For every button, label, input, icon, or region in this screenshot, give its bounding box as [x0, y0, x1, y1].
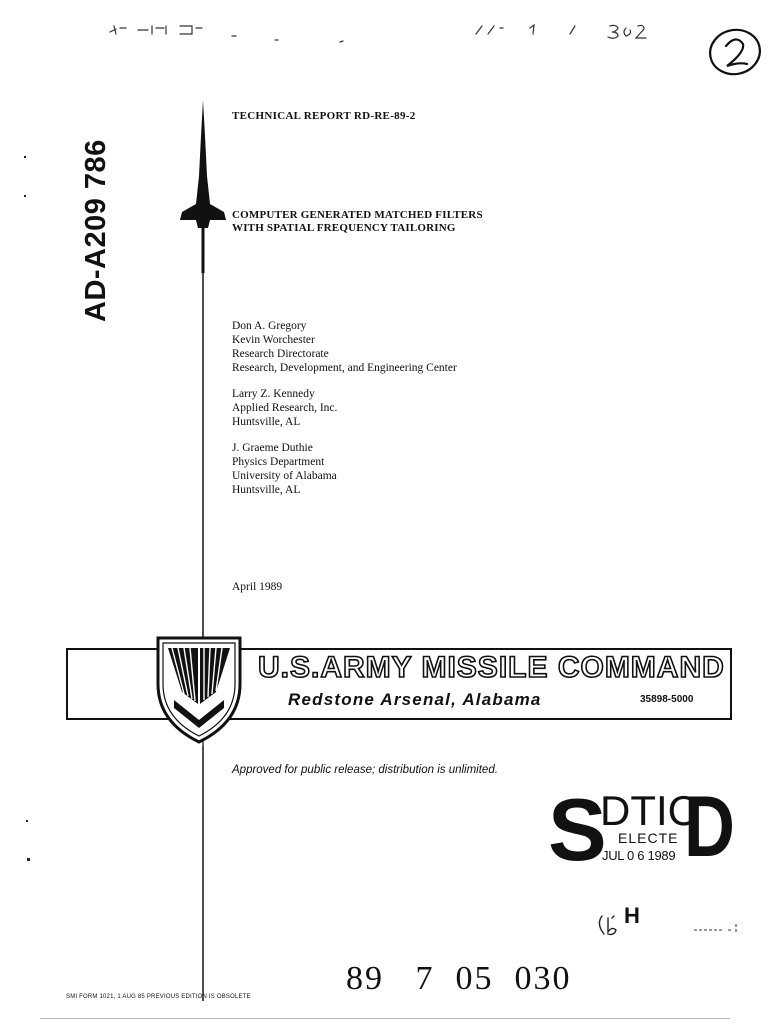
author-line: Huntsville, AL: [232, 416, 301, 428]
author-list: [232, 319, 457, 509]
handwritten-circled-mark: [706, 26, 764, 78]
author-line: Kevin Worchester: [232, 334, 315, 346]
margin-mark: [24, 156, 26, 158]
report-number: TECHNICAL REPORT RD-RE-89-2: [232, 110, 416, 122]
report-date: April 1989: [232, 581, 283, 593]
margin-mark: [26, 820, 28, 822]
dtic-stamp-elected: ELECTE: [618, 830, 679, 846]
author-line: Applied Research, Inc.: [232, 402, 338, 414]
author-block: [232, 387, 457, 429]
title-line: WITH SPATIAL FREQUENCY TAILORING: [232, 222, 456, 234]
top-scribbles: [100, 18, 680, 58]
author-line: Research Directorate: [232, 348, 329, 360]
title-line: COMPUTER GENERATED MATCHED FILTERS: [232, 209, 483, 221]
author-line: University of Alabama: [232, 470, 337, 482]
command-name: U.S.ARMY MISSILE COMMAND: [258, 651, 725, 684]
missile-emblem: [172, 96, 232, 1006]
dtic-stamp-right-letter: D: [684, 779, 735, 875]
author-block: [232, 441, 457, 497]
handwritten-dashes: [692, 922, 740, 934]
author-line: Larry Z. Kennedy: [232, 388, 315, 400]
dtic-stamp-word: DTIC: [600, 787, 698, 834]
page-edge-line: [40, 1018, 730, 1019]
vertical-accession-number: AD-A209 786: [80, 139, 112, 322]
distribution-statement: Approved for public release; distribution is unlimited.: [232, 764, 498, 776]
dtic-stamp-date: JUL 0 6 1989: [602, 848, 676, 863]
author-line: Physics Department: [232, 456, 325, 468]
command-zip: 35898-5000: [640, 694, 694, 705]
handwritten-mark: [596, 912, 622, 938]
author-line: Don A. Gregory: [232, 320, 307, 332]
accession-number: 89 7 05 030: [346, 960, 572, 997]
report-title: [232, 209, 483, 235]
margin-mark: [27, 858, 30, 861]
command-location: Redstone Arsenal, Alabama: [288, 690, 542, 709]
author-line: J. Graeme Duthie: [232, 442, 313, 454]
margin-mark: [24, 195, 26, 197]
shield-emblem: [154, 634, 244, 746]
author-line: Huntsville, AL: [232, 484, 301, 496]
handwritten-h-mark: H: [624, 903, 640, 928]
dtic-stamp-left-letter: S: [548, 780, 607, 879]
author-block: [232, 319, 457, 375]
form-note: SMI FORM 1021, 1 AUG 85 PREVIOUS EDITION IS OBSOLETE: [66, 994, 251, 1000]
author-line: Research, Development, and Engineering Center: [232, 362, 457, 374]
